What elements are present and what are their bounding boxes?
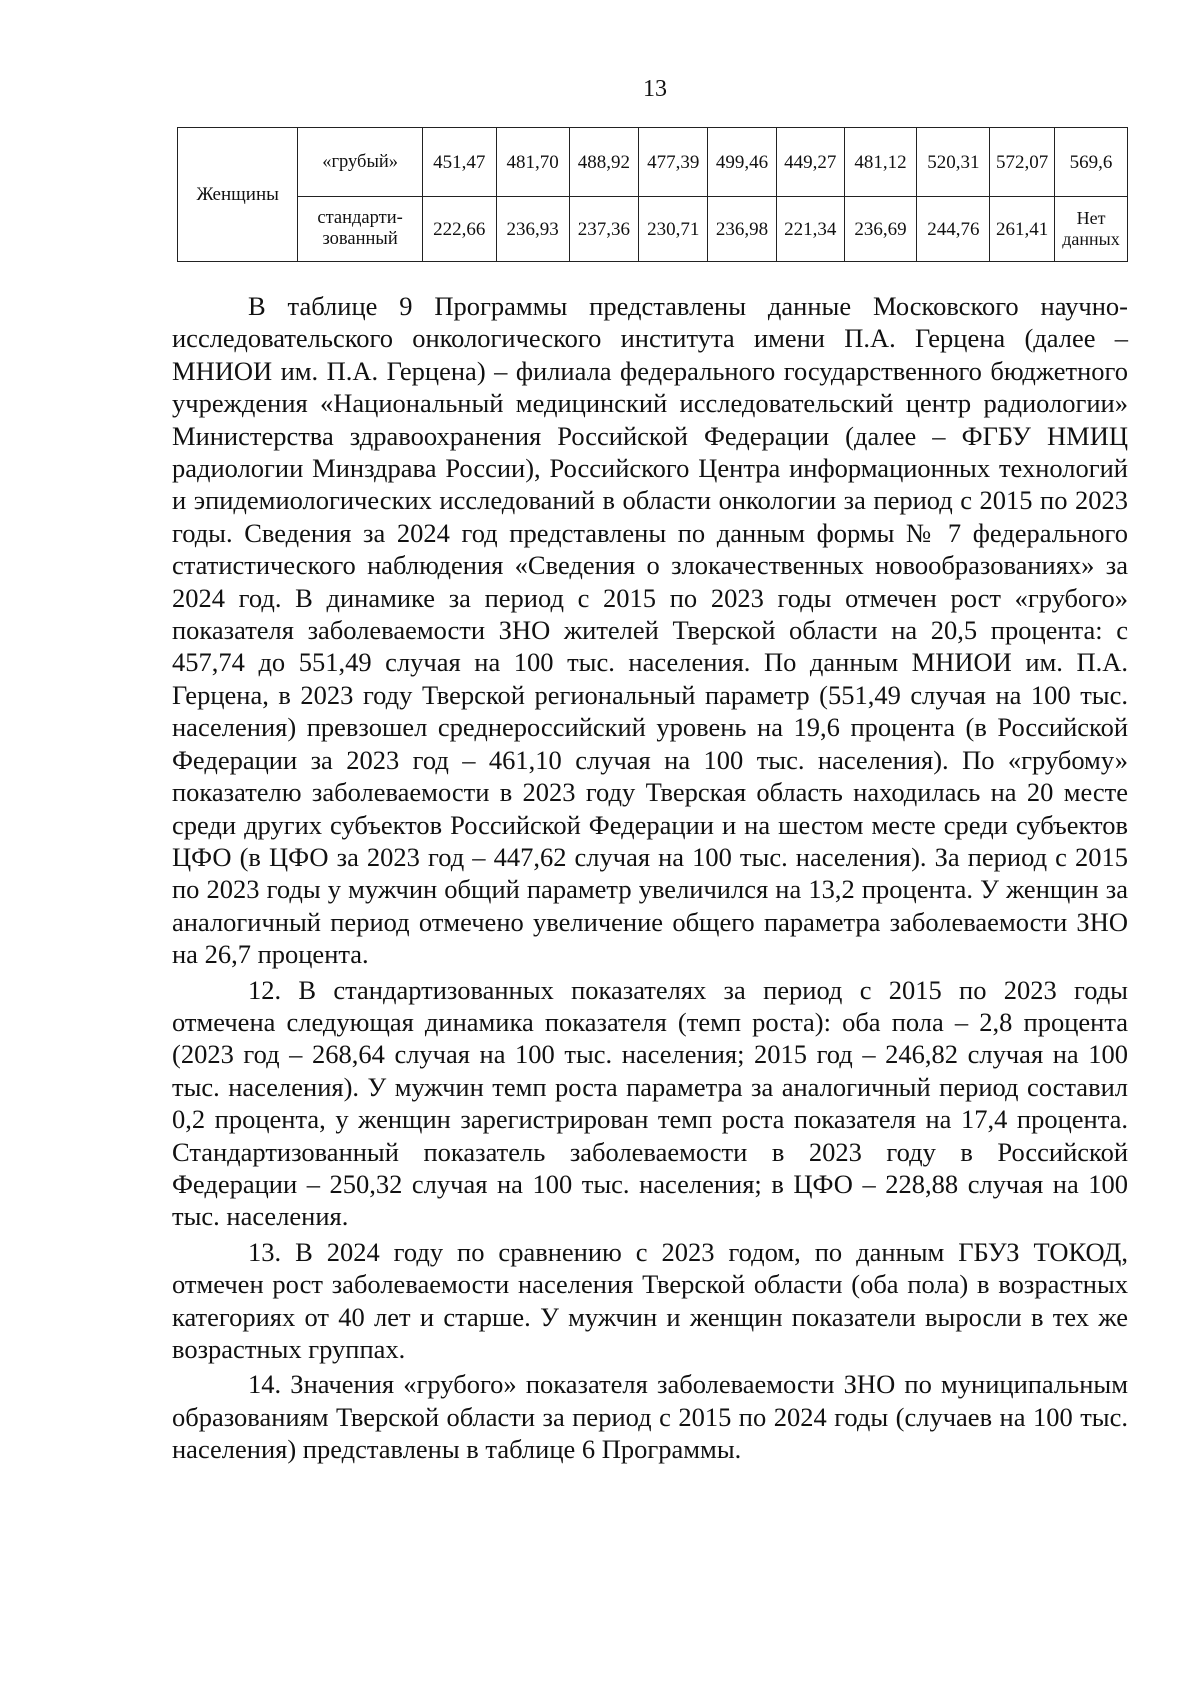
paragraph: В таблице 9 Программы представлены данные Московского научно-исследовательского онкологического института имени П.А. Герцена (далее – МНИОИ им. П.А. Герцена) – филиала федерального государственного бюджетного учреждения «Национальный медицинский исследовательский центр радиологии» Министерства здравоохранения Российской Федерации (далее – ФГБУ НМИЦ радиологии Минздрава России), Российского Центра информационных технологий и эпидемиологических исследований в области онкологии за период с 2015 по 2023 годы. Сведения за 2024 год представлены по данным формы № 7 федерального статистического наблюдения «Сведения о злокачественных новообразованиях» за 2024 год. В динамике за период с 2015 по 2023 годы отмечен рост «грубого» показателя заболеваемости ЗНО жителей Тверской области на 20,5 процента: с 457,74 до 551,49 случая на 100 тыс. населения. По данным МНИОИ им. П.А. Герцена, в 2023 году Тверской региональный параметр (551,49 случая на 100 тыс. населения) превзошел среднероссийский уровень на 19,6 процента (в Российской Федерации за 2023 год – 461,10 случая на 100 тыс. населения). По «грубому» показателю заболеваемости в 2023 году Тверская область находилась на 20 месте среди других субъектов Российской Федерации и на шестом месте среди субъектов ЦФО (в ЦФО за 2023 год – 447,62 случая на 100 тыс. населения). За период с 2015 по 2023 годы у мужчин общий параметр увеличился на 13,2 процента. У женщин за аналогичный период отмечено увеличение общего параметра заболеваемости ЗНО на 26,7 процента. — [172, 291, 1128, 970]
value-cell: 261,41 — [990, 197, 1055, 262]
value-cell: 481,70 — [496, 128, 569, 197]
group-label-cell: Женщины — [178, 128, 298, 262]
incidence-table — [177, 127, 1128, 262]
value-cell: 221,34 — [776, 197, 844, 262]
value-cell: 569,6 — [1055, 128, 1128, 197]
value-cell: 481,12 — [844, 128, 917, 197]
value-cell: 520,31 — [917, 128, 990, 197]
value-cell: 236,93 — [496, 197, 569, 262]
value-cell: 499,46 — [708, 128, 777, 197]
value-cell: 244,76 — [917, 197, 990, 262]
value-cell: 236,98 — [708, 197, 777, 262]
page-number: 13 — [643, 76, 667, 102]
value-cell: Нет данных — [1055, 197, 1128, 262]
body-text — [172, 290, 1128, 1466]
value-cell: 451,47 — [422, 128, 496, 197]
value-cell: 488,92 — [569, 128, 639, 197]
indicator-type-cell: «грубый» — [298, 128, 422, 197]
table-row — [178, 128, 1128, 197]
paragraph: 14. Значения «грубого» показателя заболеваемости ЗНО по муниципальным образованиям Тверской области за период с 2015 по 2024 годы (случаев на 100 тыс. населения) представлены в таблице 6 Программы. — [172, 1369, 1128, 1465]
table-row — [178, 197, 1128, 262]
value-cell: 222,66 — [422, 197, 496, 262]
indicator-type-cell: стандарти-зованный — [298, 197, 422, 262]
paragraph: 12. В стандартизованных показателях за период с 2015 по 2023 годы отмечена следующая динамика показателя (темп роста): оба пола – 2,8 процента (2023 год – 268,64 случая на 100 тыс. населения; 2015 год – 246,82 случая на 100 тыс. населения). У мужчин темп роста параметра за аналогичный период составил 0,2 процента, у женщин зарегистрирован темп роста показателя на 17,4 процента. Стандартизованный показатель заболеваемости в 2023 году в Российской Федерации – 250,32 случая на 100 тыс. населения; в ЦФО – 228,88 случая на 100 тыс. населения. — [172, 974, 1128, 1232]
value-cell: 477,39 — [639, 128, 708, 197]
paragraph: 13. В 2024 году по сравнению с 2023 годом, по данным ГБУЗ ТОКОД, отмечен рост заболеваемости населения Тверской области (оба пола) в возрастных категориях от 40 лет и старше. У мужчин и женщин показатели выросли в тех же возрастных группах. — [172, 1236, 1128, 1364]
value-cell: 449,27 — [776, 128, 844, 197]
value-cell: 237,36 — [569, 197, 639, 262]
value-cell: 236,69 — [844, 197, 917, 262]
value-cell: 230,71 — [639, 197, 708, 262]
value-cell: 572,07 — [990, 128, 1055, 197]
